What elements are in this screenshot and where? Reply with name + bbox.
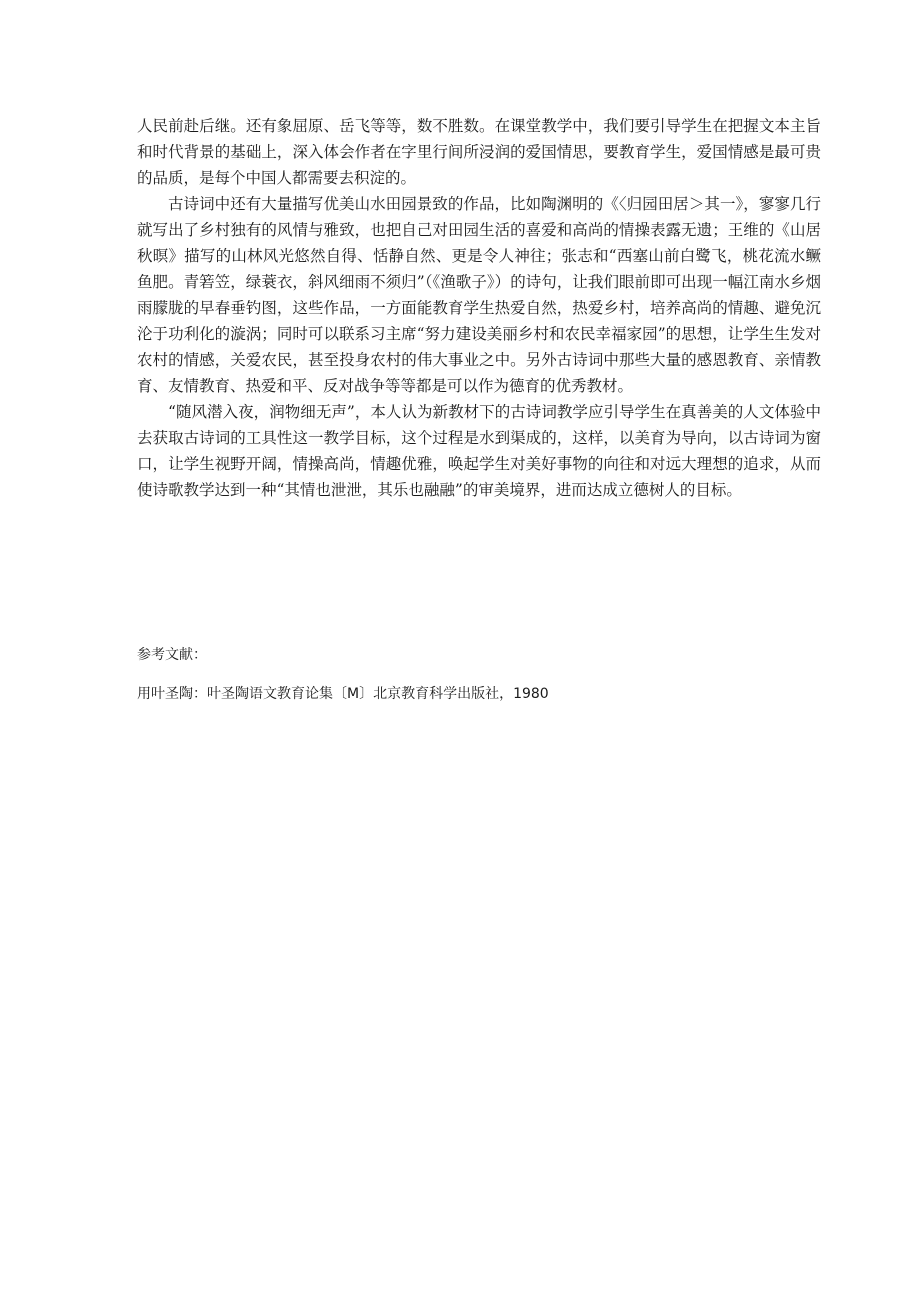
paragraph-patriotism-continued: 人民前赴后继。还有象屈原、岳飞等等，数不胜数。在课堂教学中，我们要引导学生在把握文本主旨和时代背景的基础上，深入体会作者在字里行间所浸润的爱国情思，要教育学生，爱国情感是最可贵的品质，是每个中国人都需要去积淀的。 [137, 117, 821, 187]
paragraph-conclusion: “随风潜入夜，润物细无声”，本人认为新教材下的古诗词教学应引导学生在真善美的人文体验中去获取古诗词的工具性这一教学目标，这个过程是水到渠成的，这样，以美育为导向，以古诗词为窗口，让学生视野开阔，情操高尚，情趣优雅，唤起学生对美好事物的向往和对远大理想的追求，从而使诗歌教学达到一种“其情也泄泄，其乐也融融”的审美境界，进而达成立德树人的目标。 [137, 403, 821, 499]
references-section [137, 644, 821, 705]
reference-item: 用叶圣陶：叶圣陶语文教育论集〔M〕北京教育科学出版社，1980 [137, 686, 549, 702]
paragraph-landscape-poetry: 古诗词中还有大量描写优美山水田园景致的作品，比如陶渊明的《〈归园田居＞其一》，寥寥几行就写出了乡村独有的风情与雅致，也把自己对田园生活的喜爱和高尚的情操表露无遗；王维的《山居秋暝》描写的山林风光悠然自得、恬静自然、更是令人神往；张志和“西塞山前白鹭飞，桃花流水鳜鱼肥。青箬笠，绿蓑衣，斜风细雨不须归”（《渔歌子》）的诗句，让我们眼前即可出现一幅江南水乡烟雨朦胧的早春垂钓图，这些作品，一方面能教育学生热爱自然，热爱乡村，培养高尚的情趣、避免沉沦于功利化的漩涡；同时可以联系习主席“努力建设美丽乡村和农民幸福家园”的思想，让学生生发对农村的情感，关爱农民，甚至投身农村的伟大事业之中。另外古诗词中那些大量的感恩教育、亲情教育、友情教育、热爱和平、反对战争等等都是可以作为德育的优秀教材。 [137, 195, 821, 395]
article-body [137, 113, 821, 503]
references-heading: 参考文献： [137, 647, 207, 663]
